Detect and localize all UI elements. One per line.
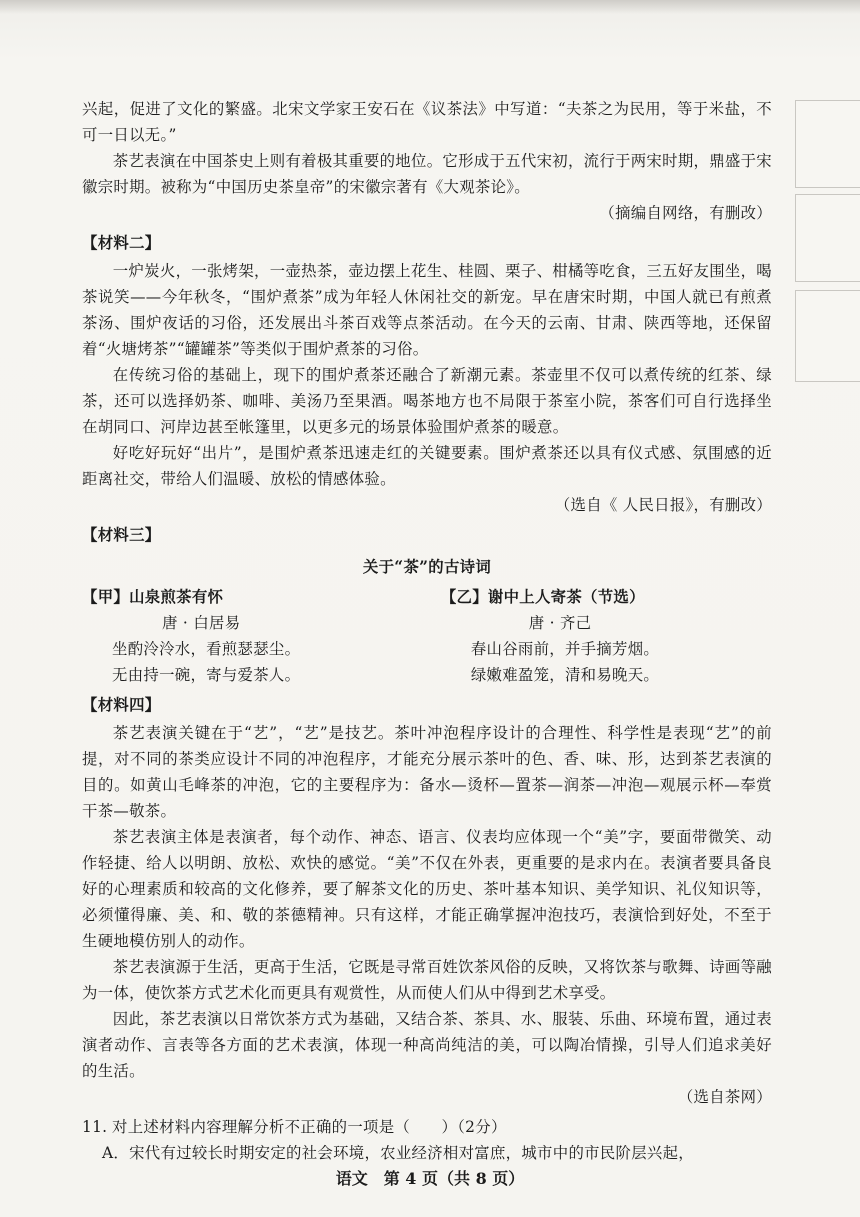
paragraph: 茶艺表演主体是表演者，每个动作、神态、语言、仪表均应体现一个“美”字，要面带微笑、动作轻捷、给人以明朗、放松、欢快的感觉。“美”不仅在外表，更重要的是求内在。表演者要具备良好的心理素质和较高的文化修养，要了解茶文化的历史、茶叶基本知识、美学知识、礼仪知识等，必须懂得廉、美、和、敬的茶德精神。只有这样，才能正确掌握冲泡技巧，表演恰到好处，不至于生硬地模仿别人的动作。 [82, 828, 772, 950]
source-note: （选自茶网） [677, 1088, 772, 1106]
poem-section-title: 关于“茶”的古诗词 [362, 558, 492, 576]
poem-a [82, 584, 413, 688]
paragraph: 茶艺表演在中国茶史上则有着极其重要的地位。它形成于五代宋初，流行于两宋时期，鼎盛于宋徽宗时期。被称为“中国历史茶皇帝”的宋徽宗著有《大观茶论》。 [82, 152, 772, 196]
margin-box [795, 290, 860, 382]
poem-title: 【甲】山泉煎茶有怀 [82, 588, 224, 606]
paragraph: 兴起，促进了文化的繁盛。北宋文学家王安石在《议茶法》中写道：“夫茶之为民用，等于米盐，不可一日以无。” [82, 100, 772, 144]
poem-line: 绿嫩难盈笼，清和易晚天。 [470, 666, 660, 684]
paragraph: 茶艺表演关键在于“艺”，“艺”是技艺。茶叶冲泡程序设计的合理性、科学性是表现“艺”的前提，对不同的茶类应设计不同的冲泡程序，才能充分展示茶叶的色、香、味、形，达到茶艺表演的目的。如黄山毛峰茶的冲泡，它的主要程序为：备水—烫杯—置茶—润茶—冲泡—观展示杯—奉赏干茶—敬茶。 [82, 724, 772, 820]
poem-author: 唐 · 齐己 [528, 614, 592, 632]
material-two-heading: 【材料二】 [82, 234, 161, 252]
poem-title: 【乙】谢中上人寄茶（节选） [440, 588, 645, 606]
question-11 [82, 1114, 772, 1140]
source-note: （选自《 人民日报》，有删改） [554, 496, 772, 514]
poem-line: 坐酌泠泠水，看煎瑟瑟尘。 [112, 640, 301, 658]
material-three-heading: 【材料三】 [82, 526, 161, 544]
main-content [82, 96, 772, 1166]
poem-b [441, 584, 772, 688]
page-footer: 语文 第 4 页（共 8 页） [335, 1169, 525, 1188]
paragraph: 茶艺表演源于生活，更高于生活，它既是寻常百姓饮茶风俗的反映，又将饮茶与歌舞、诗画等融为一体，使饮茶方式艺术化而更具有观赏性，从而使人们从中得到艺术享受。 [82, 958, 772, 1002]
poem-line: 春山谷雨前，并手摘芳烟。 [470, 640, 660, 658]
poems [82, 584, 772, 688]
source-note: （摘编自网络，有删改） [599, 204, 772, 222]
poem-author: 唐 · 白居易 [162, 614, 241, 632]
question-stem: 对上述材料内容理解分析不正确的一项是（ ）（2分） [112, 1118, 507, 1136]
material-four-heading: 【材料四】 [82, 696, 161, 714]
poem-line: 无由持一碗，寄与爱茶人。 [112, 666, 301, 684]
paragraph: 好吃好玩好“出片”，是围炉煮茶迅速走红的关键要素。围炉煮茶还以具有仪式感、氛围感的近距离社交，带给人们温暖、放松的情感体验。 [82, 444, 772, 488]
question-number: 11. [82, 1118, 108, 1136]
margin-box [795, 194, 860, 282]
paragraph: 在传统习俗的基础上，现下的围炉煮茶还融合了新潮元素。茶壶里不仅可以煮传统的红茶、绿茶，还可以选择奶茶、咖啡、美汤乃至果酒。喝茶地方也不局限于茶室小院，茶客们可自行选择坐在胡同口、河岸边甚至帐篷里，以更多元的场景体验围炉煮茶的暖意。 [82, 366, 772, 436]
margin-box [795, 100, 860, 188]
paragraph: 因此，茶艺表演以日常饮茶方式为基础，又结合茶、茶具、水、服装、乐曲、环境布置，通过表演者动作、言表等各方面的艺术表演，体现一种高尚纯洁的美，可以陶冶情操，引导人们追求美好的生活。 [82, 1010, 772, 1080]
option-a: A．宋代有过较长时期安定的社会环境，农业经济相对富庶，城市中的市民阶层兴起， [102, 1144, 694, 1162]
paragraph: 一炉炭火，一张烤架，一壶热茶，壶边摆上花生、桂圆、栗子、柑橘等吃食，三五好友围坐，喝茶说笑——今年秋冬，“围炉煮茶”成为年轻人休闲社交的新宠。早在唐宋时期，中国人就已有煎煮茶汤、围炉夜话的习俗，还发展出斗茶百戏等点茶活动。在今天的云南、甘肃、陕西等地，还保留着“火塘烤茶”“罐罐茶”等类似于围炉煮茶的习俗。 [82, 262, 772, 358]
scan-top-edge [0, 0, 860, 14]
